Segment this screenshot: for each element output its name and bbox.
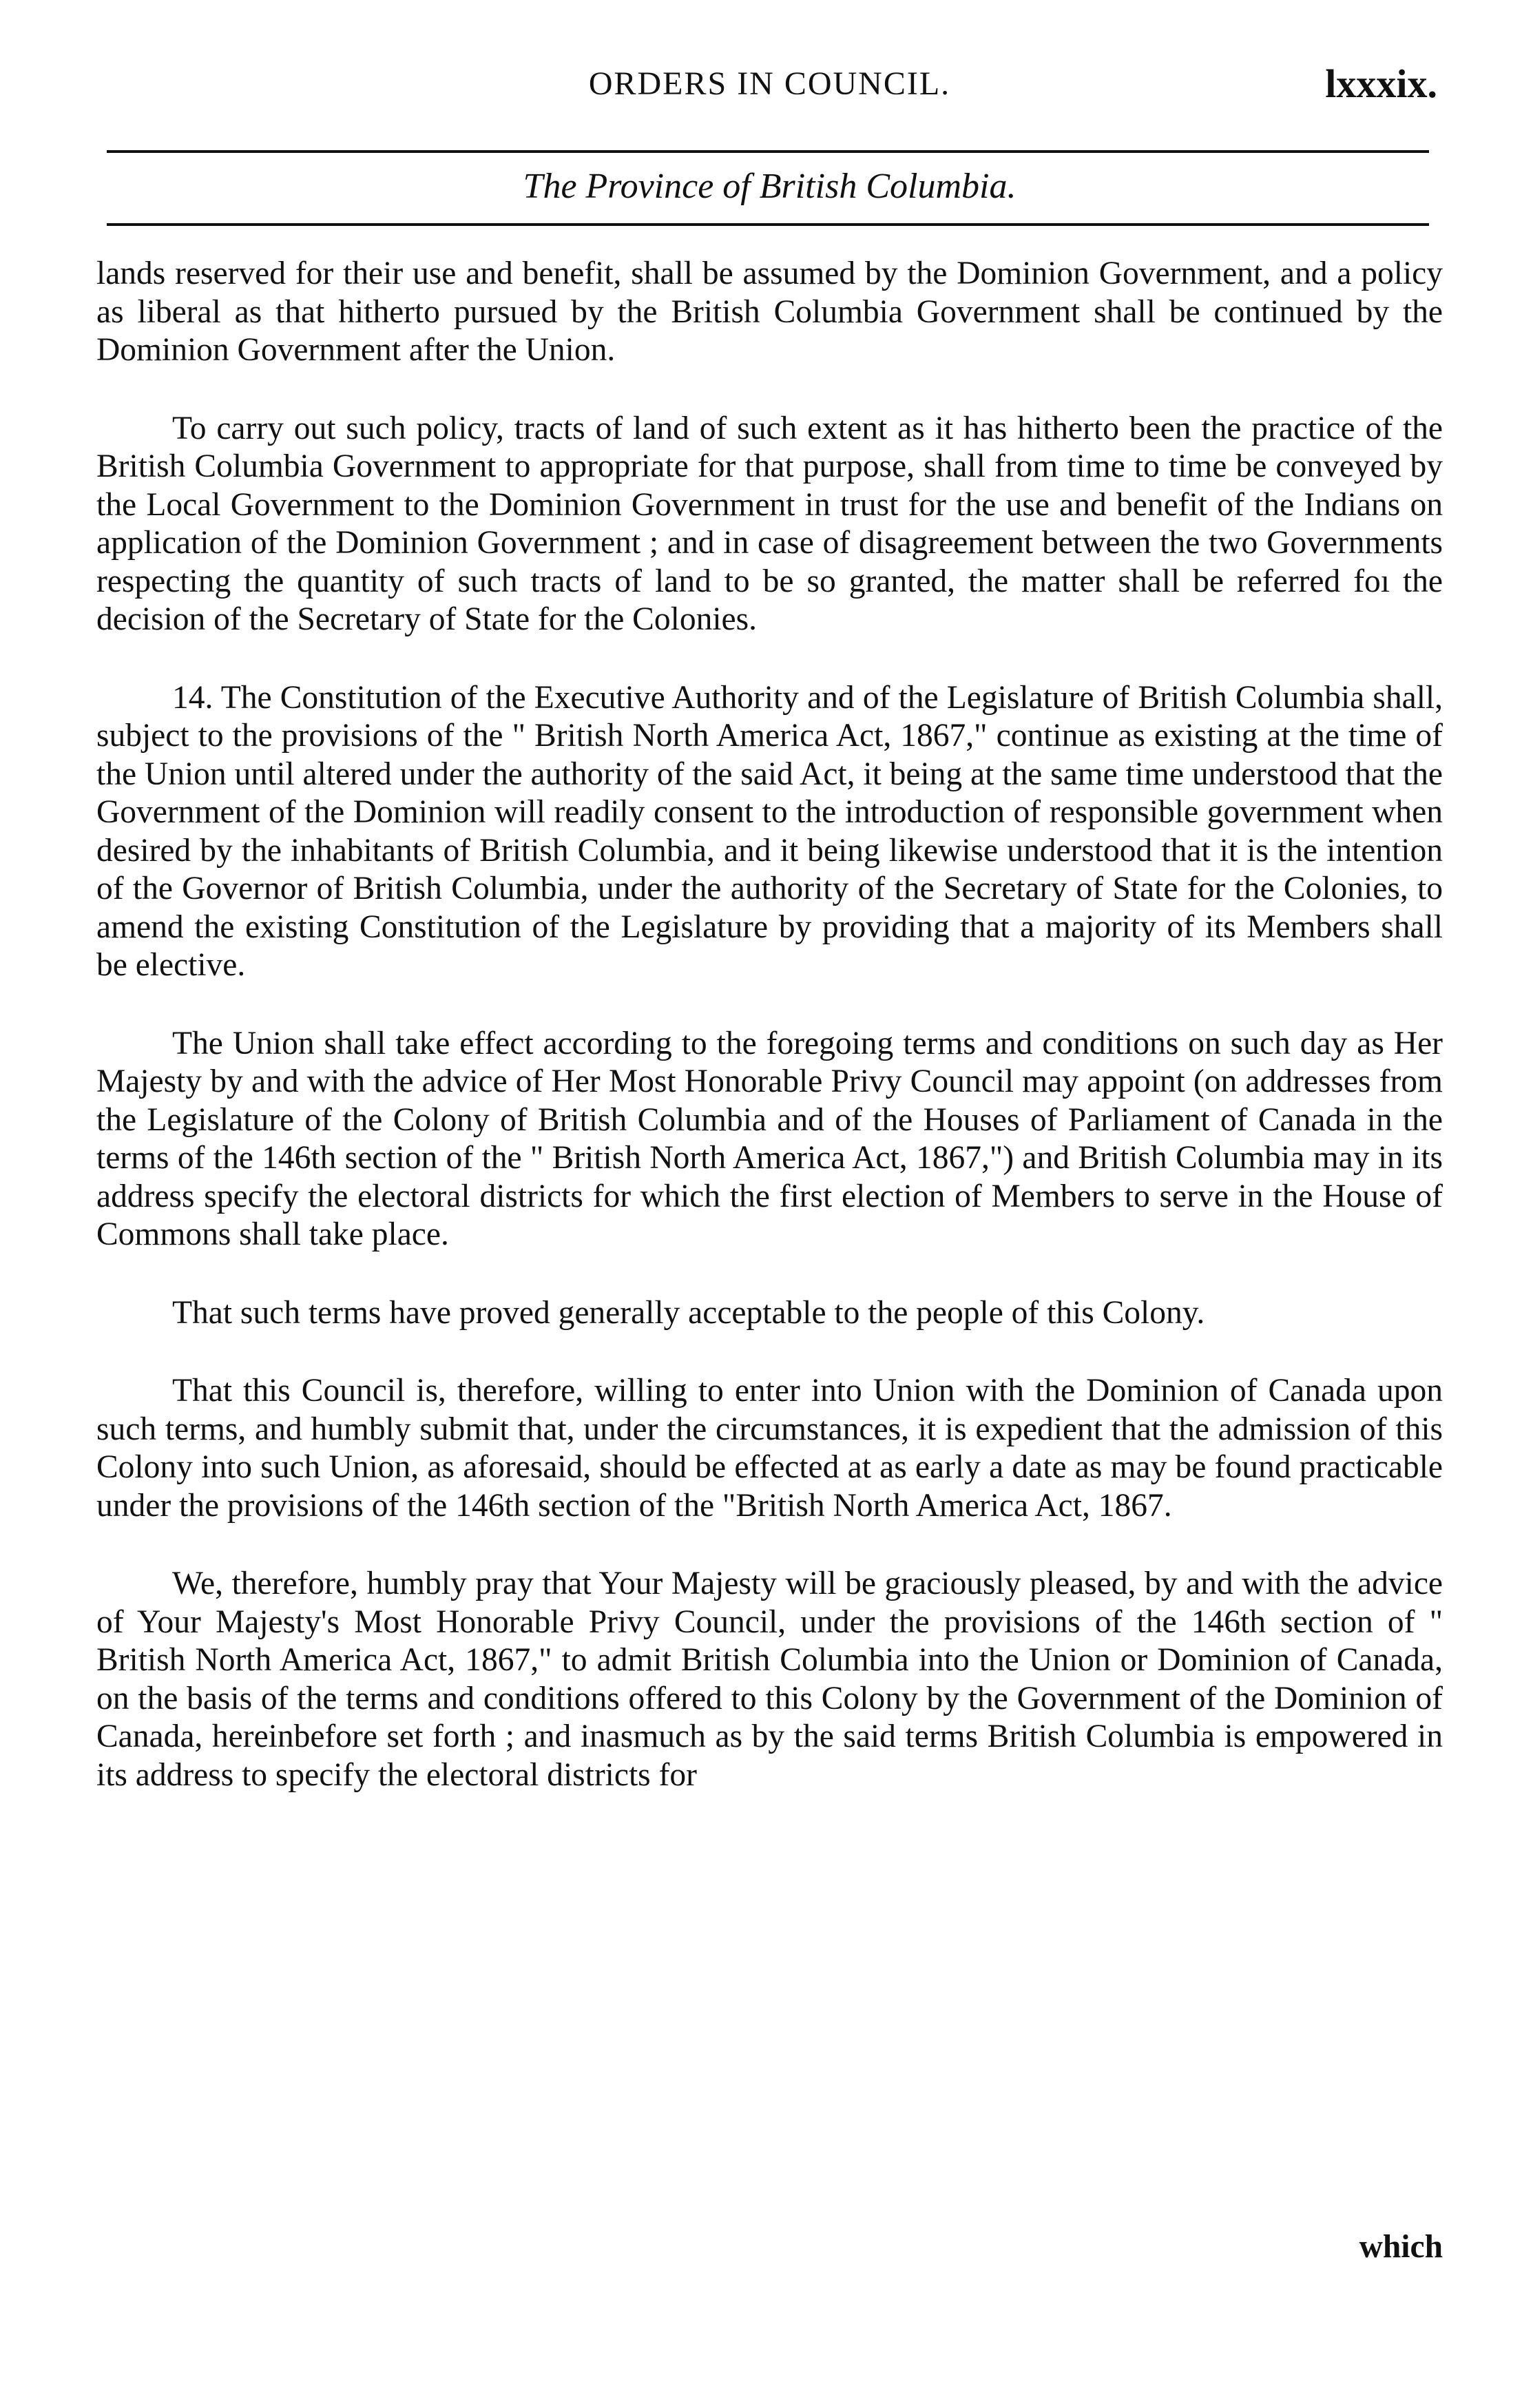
- paragraph-2: To carry out such policy, tracts of land of such extent as it has hitherto been the practice of the British Columbia Government to appropriate for that purpose, shall from time to time be conveyed by the Local Government to the Dominion Government in trust for the use and benefit of the Indians on application of the Dominion Government ; and in case of disagreement between the two Governments respecting the quantity of such tracts of land to be so granted, the matter shall be referred foı the decision of the Secretary of State for the Colonies.: [96, 410, 1443, 637]
- running-title: ORDERS IN COUNCIL.: [588, 65, 951, 102]
- paragraph-4: The Union shall take effect according to the foregoing terms and conditions on such day as Her Majesty by and with the advice of Her Most Honorable Privy Council may appoint (on addresses from the Legislature of the Colony of British Columbia and of the Houses of Parliament of Canada in the terms of the 146th section of the " British North America Act, 1867,") and British Columbia may in its address specify the electoral districts for which the first election of Members to serve in the House of Commons shall take place.: [96, 1025, 1443, 1252]
- body-text: [96, 255, 1443, 1834]
- catchword: which: [1359, 2229, 1443, 2265]
- page-number: lxxxix.: [1325, 61, 1437, 106]
- paragraph-6: That this Council is, therefore, willing to enter into Union with the Dominion of Canada upon such terms, and humbly submit that, under the circumstances, it is expedient that the admission of this Colony into such Union, as aforesaid, should be effected at as early a date as may be found practicable under the provisions of the 146th section of the "British North America Act, 1867.: [96, 1373, 1443, 1524]
- paragraph-1: lands reserved for their use and benefit, shall be assumed by the Dominion Government, and a policy as liberal as that hitherto pursued by the British Columbia Government shall be continued by the Dominion Government after the Union.: [96, 256, 1443, 368]
- document-page: [96, 0, 1443, 2408]
- paragraph-7: We, therefore, humbly pray that Your Majesty will be graciously pleased, by and with the advice of Your Majesty's Most Honorable Privy Council, under the provisions of the 146th section of " British North America Act, 1867," to admit British Columbia into the Union or Dominion of Canada, on the basis of the terms and conditions offered to this Colony by the Government of the Dominion of Canada, hereinbefore set forth ; and inasmuch as by the said terms British Columbia is empowered in its address to specify the electoral districts for: [96, 1566, 1443, 1793]
- header-rule-top: [107, 150, 1429, 153]
- running-head: [96, 56, 1443, 112]
- section-subtitle: The Province of British Columbia.: [523, 167, 1017, 206]
- paragraph-3: 14. The Constitution of the Executive Authority and of the Legislature of British Columbia shall, subject to the provisions of the " British North America Act, 1867," continue as existing at the time of the Union until altered under the authority of the said Act, it being at the same time understood that the Government of the Dominion will readily consent to the introduction of responsible government when desired by the inhabitants of British Columbia, and it being likewise understood that it is the intention of the Governor of British Columbia, under the authority of the Secretary of State for the Colonies, to amend the existing Constitution of the Legislature by providing that a majority of its Members shall be elective.: [96, 679, 1443, 983]
- paragraph-5: That such terms have proved generally acceptable to the people of this Colony.: [172, 1294, 1205, 1331]
- header-rule-bottom: [107, 223, 1429, 226]
